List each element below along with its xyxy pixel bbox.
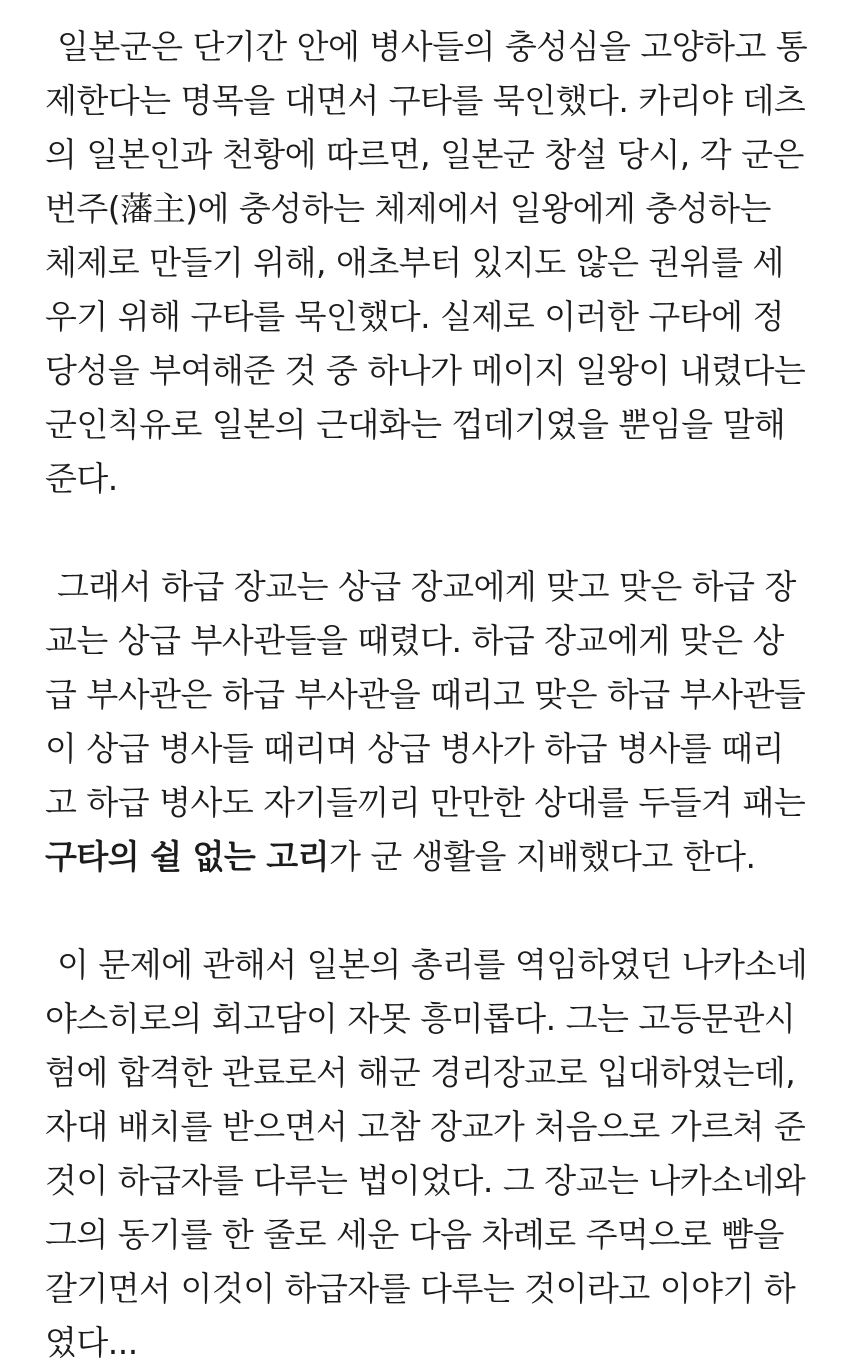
text-line: 이 상급 병사들 때리며 상급 병사가 하급 병사를 때리 xyxy=(45,729,784,768)
text-line-with-emphasis xyxy=(45,830,845,884)
text-line: 교는 상급 부사관들을 때렸다. 하급 장교에게 맞은 상 xyxy=(45,621,784,660)
text-line: 체제로 만들기 위해, 애초부터 있지도 않은 권위를 세 xyxy=(45,243,784,282)
text-line: 제한다는 명목을 대면서 구타를 묵인했다. 카리야 데츠 xyxy=(45,81,806,120)
article-body xyxy=(45,20,845,1370)
text-line: 자대 배치를 받으면서 고참 장교가 처음으로 가르쳐 준 xyxy=(45,1107,806,1146)
paragraph-1 xyxy=(45,20,845,506)
text-line: 것이 하급자를 다루는 법이었다. 그 장교는 나카소네와 xyxy=(45,1161,806,1200)
text-line: 당성을 부여해준 것 중 하나가 메이지 일왕이 내렸다는 xyxy=(45,351,806,390)
emphasis-text: 구타의 쉴 없는 고리 xyxy=(45,837,329,876)
text-line: 험에 합격한 관료로서 해군 경리장교로 입대하였는데, xyxy=(45,1053,796,1092)
text-line: 이 문제에 관해서 일본의 총리를 역임하였던 나카소네 xyxy=(57,945,808,984)
text-line: 고 하급 병사도 자기들끼리 만만한 상대를 두들겨 패는 xyxy=(45,783,806,822)
paragraph-3 xyxy=(45,938,845,1370)
text-line: 번주(藩主)에 충성하는 체제에서 일왕에게 충성하는 xyxy=(45,189,771,228)
text-line-rest: 가 군 생활을 지배했다고 한다. xyxy=(329,837,756,876)
paragraph-spacer xyxy=(45,884,845,938)
text-line: 그래서 하급 장교는 상급 장교에게 맞고 맞은 하급 장 xyxy=(57,567,796,606)
text-line: 급 부사관은 하급 부사관을 때리고 맞은 하급 부사관들 xyxy=(45,675,806,714)
text-line: 우기 위해 구타를 묵인했다. 실제로 이러한 구타에 정 xyxy=(45,297,784,336)
text-line: 의 일본인과 천황에 따르면, 일본군 창설 당시, 각 군은 xyxy=(45,135,804,174)
text-line: 였다... xyxy=(45,1323,138,1362)
text-line: 갈기면서 이것이 하급자를 다루는 것이라고 이야기 하 xyxy=(45,1269,796,1308)
text-line: 군인칙유로 일본의 근대화는 껍데기였을 뿐임을 말해 xyxy=(45,405,786,444)
paragraph-2 xyxy=(45,560,845,884)
text-line: 그의 동기를 한 줄로 세운 다음 차례로 주먹으로 뺨을 xyxy=(45,1215,784,1254)
paragraph-spacer xyxy=(45,506,845,560)
text-line: 야스히로의 회고담이 자못 흥미롭다. 그는 고등문관시 xyxy=(45,999,796,1038)
text-line: 준다. xyxy=(45,459,118,498)
text-line: 일본군은 단기간 안에 병사들의 충성심을 고양하고 통 xyxy=(57,27,808,66)
